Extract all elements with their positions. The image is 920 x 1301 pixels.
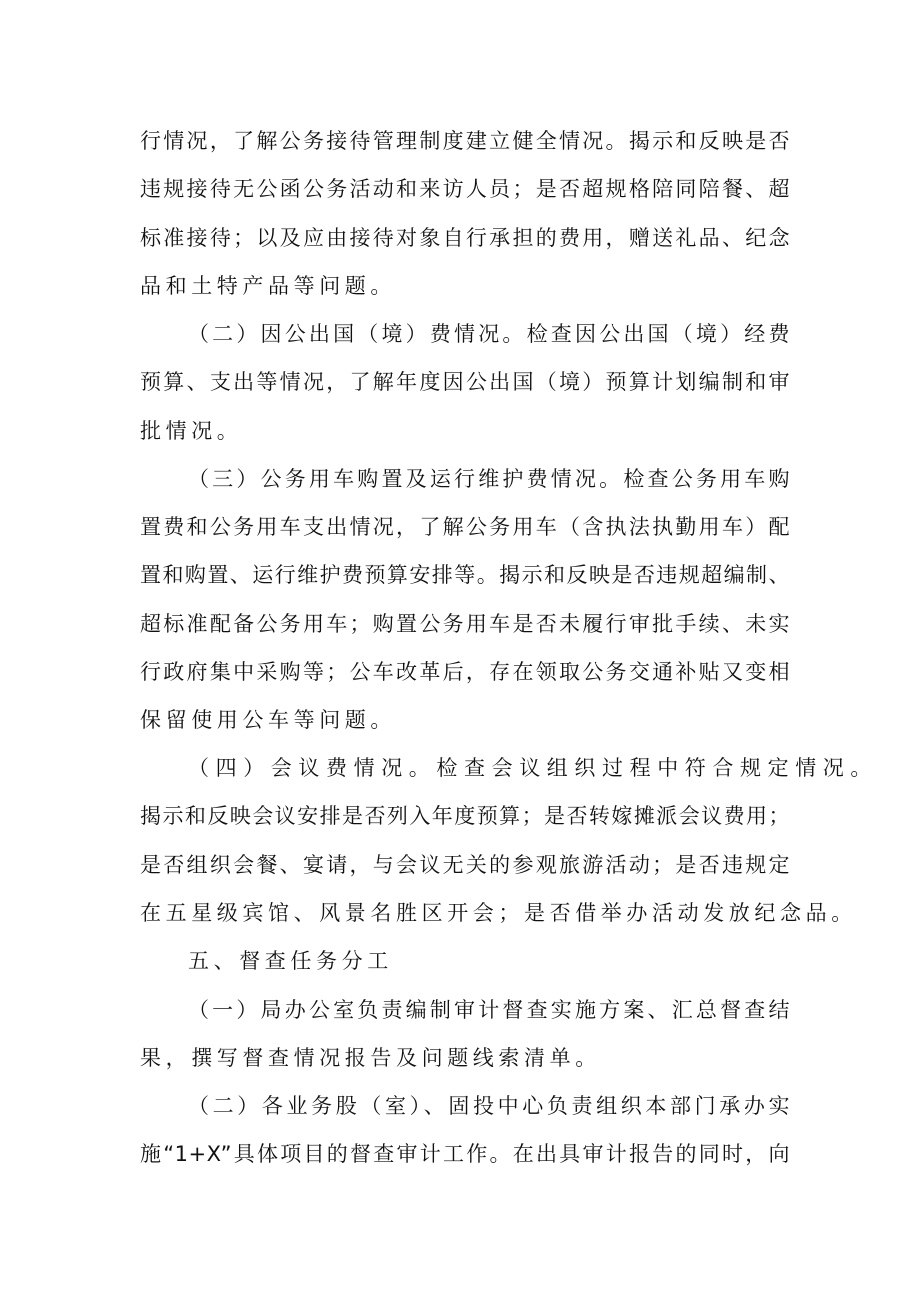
text-line: 违规接待无公函公务活动和来访人员；是否超规格陪同陪餐、超 [140, 177, 790, 201]
text-line: 行情况，了解公务接待管理制度建立健全情况。揭示和反映是否 [140, 129, 790, 153]
text-line: 揭示和反映会议安排是否列入年度预算；是否转嫁摊派会议费用； [140, 804, 790, 828]
paragraph-start-line: （一）局办公室负责编制审计督查实施方案、汇总督查结 [188, 998, 790, 1022]
text-line: 果，撰写督查情况报告及问题线索清单。 [140, 1046, 601, 1070]
text-line: 在五星级宾馆、风景名胜区开会；是否借举办活动发放纪念品。 [140, 901, 857, 925]
section-heading: 五、督查任务分工 [188, 949, 393, 973]
text-line: 超标准配备公务用车；购置公务用车是否未履行审批手续、未实 [140, 612, 790, 636]
text-line: 保留使用公车等问题。 [140, 708, 396, 732]
paragraph-start-line: （二）因公出国（境）费情况。检查因公出国（境）经费 [188, 322, 790, 346]
text-line: 预算、支出等情况，了解年度因公出国（境）预算计划编制和审 [140, 370, 790, 394]
paragraph-start-line: （二）各业务股（室）、固投中心负责组织本部门承办实 [188, 1094, 790, 1118]
text-line: 批情况。 [140, 419, 243, 443]
text-line: 行政府集中采购等；公车改革后，存在领取公务交通补贴又变相 [140, 660, 790, 684]
paragraph-start-line: （三）公务用车购置及运行维护费情况。检查公务用车购 [188, 467, 790, 491]
text-line: 是否组织会餐、宴请，与会议无关的参观旅游活动；是否违规定 [140, 853, 790, 877]
text-line: 标准接待；以及应由接待对象自行承担的费用，赠送礼品、纪念 [140, 226, 790, 250]
text-line: 置和购置、运行维护费预算安排等。揭示和反映是否违规超编制、 [140, 563, 790, 587]
text-line: 置费和公务用车支出情况，了解公务用车（含执法执勤用车）配 [140, 515, 790, 539]
paragraph-start-line: （四）会议费情况。检查会议组织过程中符合规定情况。 [188, 756, 878, 780]
text-line: 施“1+X”具体项目的督查审计工作。在出具审计报告的同时，向 [140, 1142, 790, 1166]
text-line: 品和土特产品等问题。 [140, 274, 396, 298]
